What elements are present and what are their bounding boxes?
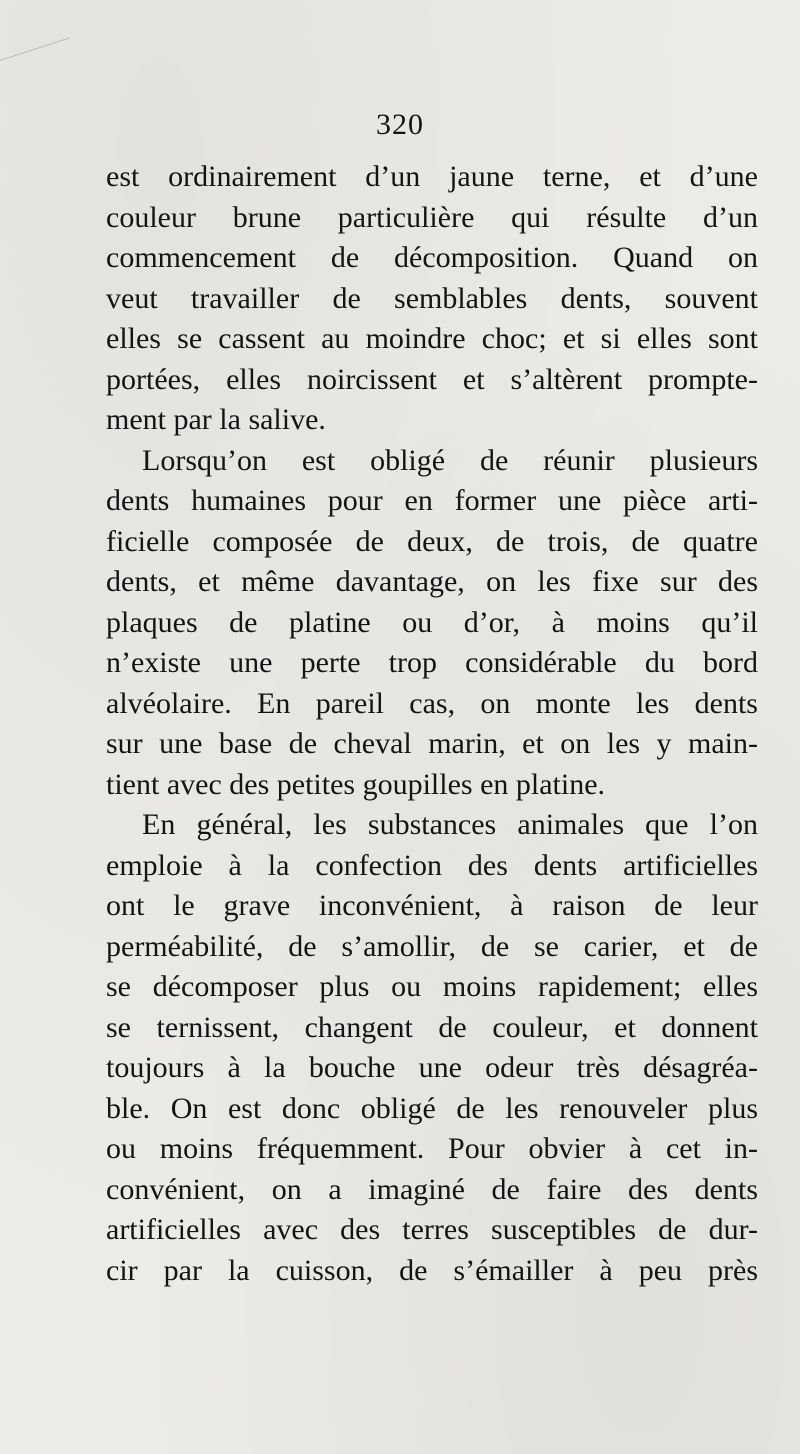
text-line: emploie à la confection des dents artificielles: [106, 848, 758, 882]
text-line: ble. On est donc obligé de les renouveler plus: [106, 1091, 758, 1125]
text-line: tient avec des petites goupilles en platine.: [106, 767, 606, 801]
text-line: ficielle composée de deux, de trois, de quatre: [106, 524, 758, 558]
text-line: portées, elles noircissent et s’altèrent prompte-: [106, 362, 758, 396]
text-line: dents, et même davantage, on les fixe sur des: [106, 565, 758, 598]
text-line: n’existe une perte trop considérable du bord: [106, 646, 758, 679]
text-line: veut travailler de semblables dents, souvent: [106, 281, 758, 315]
text-line: cir par la cuisson, de s’émailler à peu près: [106, 1253, 758, 1287]
text-line: ont le grave inconvénient, à raison de leur: [106, 889, 758, 922]
text-line: ment par la salive.: [106, 403, 326, 436]
text-line: plaques de platine ou d’or, à moins qu’il: [106, 605, 758, 639]
body-text: [106, 157, 758, 1291]
text-line: se ternissent, changent de couleur, et donnent: [106, 1010, 758, 1044]
text-line: se décomposer plus ou moins rapidement; elles: [106, 970, 758, 1003]
text-line: artificielles avec des terres susceptibles de dur-: [106, 1213, 758, 1246]
page-number: 320: [376, 108, 424, 141]
text-line: alvéolaire. En pareil cas, on monte les dents: [106, 686, 758, 720]
text-line: ou moins fréquemment. Pour obvier à cet in-: [106, 1132, 758, 1165]
text-line: convénient, on a imaginé de faire des dents: [106, 1172, 758, 1206]
text-line: elles se cassent au moindre choc; et si elles sont: [106, 322, 758, 355]
text-line: perméabilité, de s’amollir, de se carier, et de: [106, 929, 758, 963]
text-line: Lorsqu’on est obligé de réunir plusieurs: [142, 443, 758, 477]
text-line: dents humaines pour en former une pièce arti-: [106, 484, 758, 517]
text-line: toujours à la bouche une odeur très désagréa-: [106, 1051, 758, 1084]
text-line: commencement de décomposition. Quand on: [106, 241, 758, 274]
text-line: En général, les substances animales que l’on: [142, 808, 758, 841]
text-line: est ordinairement d’un jaune terne, et d’une: [106, 160, 758, 193]
page-corner-fold: [0, 0, 70, 61]
text-line: sur une base de cheval marin, et on les y main-: [106, 727, 758, 760]
text-line: couleur brune particulière qui résulte d’un: [106, 200, 758, 234]
